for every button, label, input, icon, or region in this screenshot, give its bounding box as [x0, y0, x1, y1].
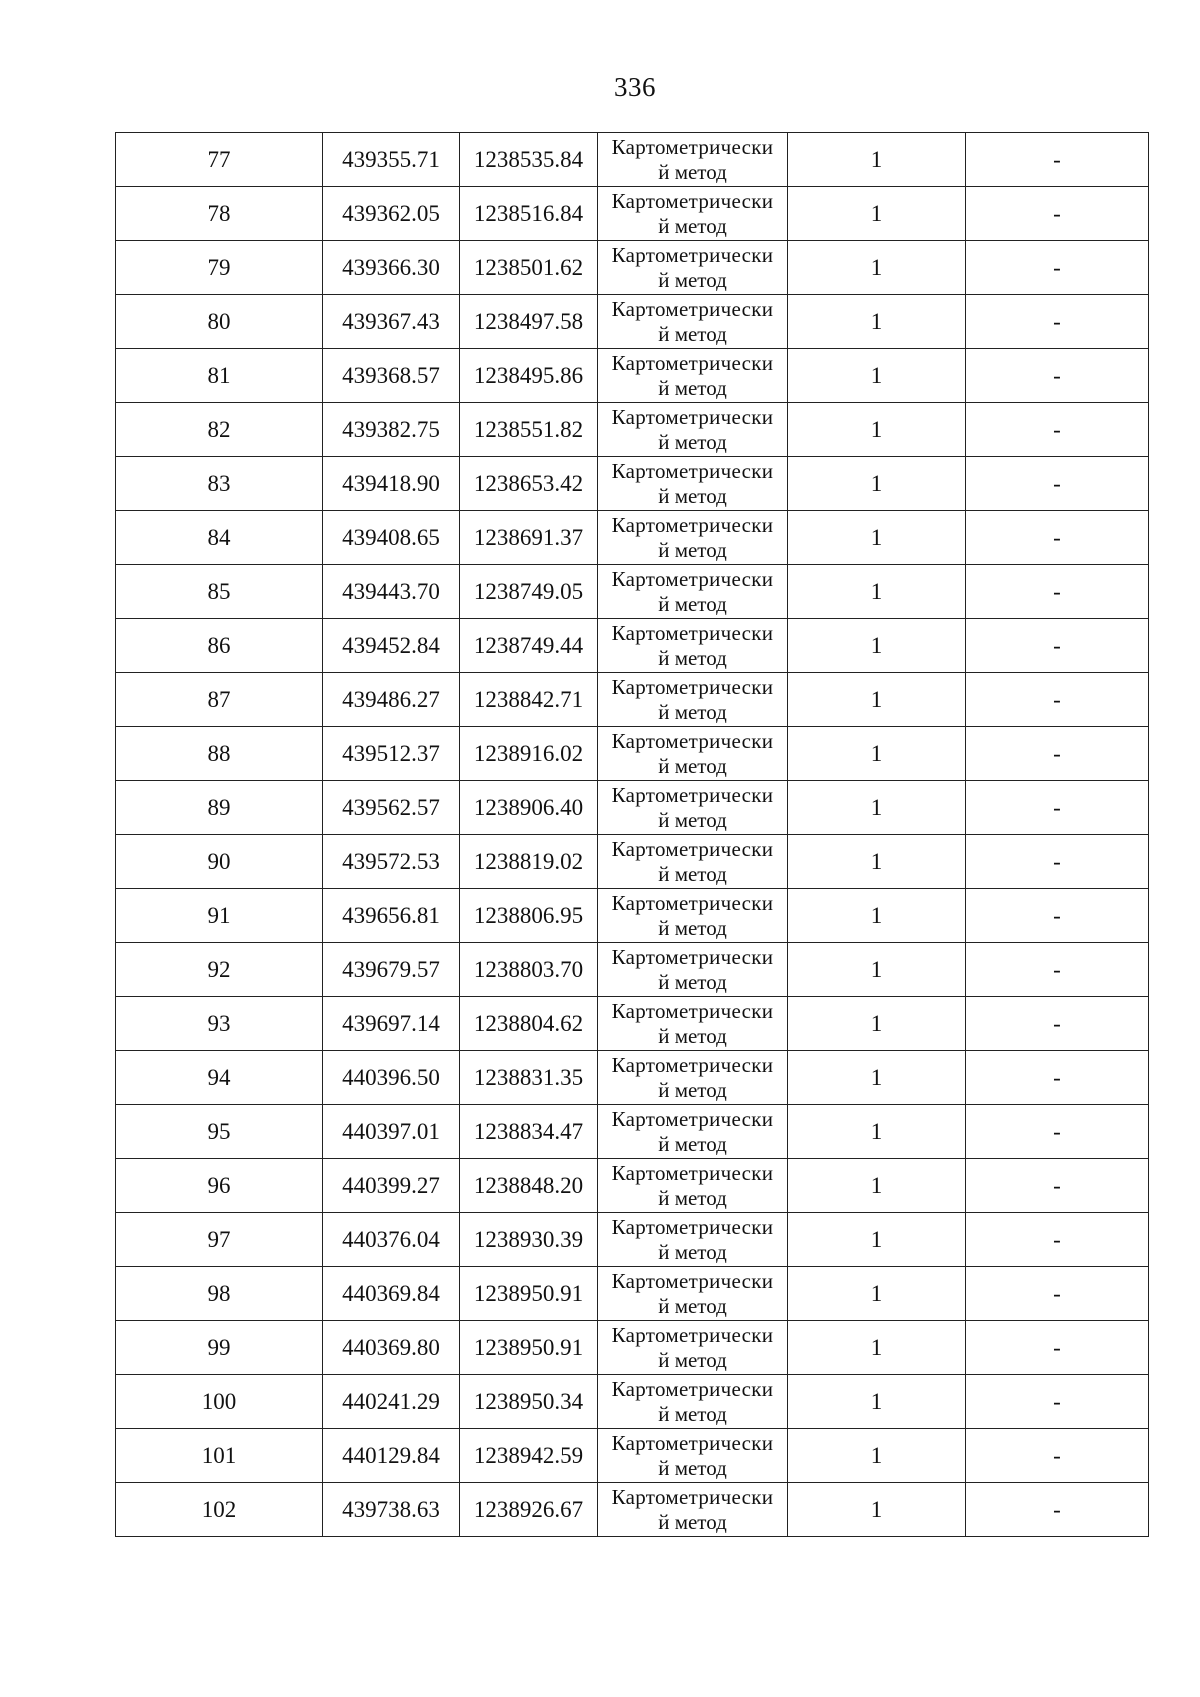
- coordinate-x-cell: 440369.84: [323, 1267, 460, 1321]
- table-row: [116, 1159, 1149, 1213]
- coordinate-y-cell: 1238906.40: [460, 781, 598, 835]
- table-row: [116, 241, 1149, 295]
- note-cell: -: [966, 1105, 1149, 1159]
- point-number-cell: 91: [116, 889, 323, 943]
- accuracy-cell: 1: [788, 619, 966, 673]
- method-text-line2: й метод: [658, 1078, 727, 1102]
- method-text-line2: й метод: [658, 1294, 727, 1318]
- note-cell: -: [966, 673, 1149, 727]
- note-cell: -: [966, 619, 1149, 673]
- note-cell: -: [966, 943, 1149, 997]
- point-number-cell: 93: [116, 997, 323, 1051]
- method-cell: [598, 1159, 788, 1213]
- method-cell: [598, 943, 788, 997]
- method-cell: [598, 241, 788, 295]
- table-row: [116, 727, 1149, 781]
- point-number-cell: 79: [116, 241, 323, 295]
- accuracy-cell: 1: [788, 133, 966, 187]
- note-cell: -: [966, 835, 1149, 889]
- coordinate-x-cell: 439486.27: [323, 673, 460, 727]
- coordinate-x-cell: 439452.84: [323, 619, 460, 673]
- point-number-cell: 88: [116, 727, 323, 781]
- coordinate-y-cell: 1238916.02: [460, 727, 598, 781]
- note-cell: -: [966, 1267, 1149, 1321]
- coordinate-x-cell: 440376.04: [323, 1213, 460, 1267]
- accuracy-cell: 1: [788, 1051, 966, 1105]
- coordinate-y-cell: 1238842.71: [460, 673, 598, 727]
- coordinate-x-cell: 440369.80: [323, 1321, 460, 1375]
- method-cell: [598, 1213, 788, 1267]
- coordinate-y-cell: 1238848.20: [460, 1159, 598, 1213]
- accuracy-cell: 1: [788, 403, 966, 457]
- table-row: [116, 943, 1149, 997]
- point-number-cell: 98: [116, 1267, 323, 1321]
- point-number-cell: 99: [116, 1321, 323, 1375]
- method-text-line1: Картометрически: [611, 135, 774, 159]
- note-cell: -: [966, 133, 1149, 187]
- method-text-line2: й метод: [658, 970, 727, 994]
- point-number-cell: 87: [116, 673, 323, 727]
- method-text-line1: Картометрически: [611, 513, 774, 537]
- coordinate-x-cell: 439562.57: [323, 781, 460, 835]
- coordinate-x-cell: 439512.37: [323, 727, 460, 781]
- coordinate-y-cell: 1238516.84: [460, 187, 598, 241]
- method-cell: [598, 1375, 788, 1429]
- accuracy-cell: 1: [788, 1429, 966, 1483]
- method-text-line1: Картометрически: [611, 1431, 774, 1455]
- coordinate-y-cell: 1238749.05: [460, 565, 598, 619]
- coordinate-x-cell: 439382.75: [323, 403, 460, 457]
- table-row: [116, 997, 1149, 1051]
- point-number-cell: 92: [116, 943, 323, 997]
- method-text-line2: й метод: [658, 160, 727, 184]
- method-text-line1: Картометрически: [611, 567, 774, 591]
- coordinate-x-cell: 439697.14: [323, 997, 460, 1051]
- method-text-line2: й метод: [658, 214, 727, 238]
- method-cell: [598, 403, 788, 457]
- method-text-line2: й метод: [658, 538, 727, 562]
- method-text-line2: й метод: [658, 1510, 727, 1534]
- method-text-line1: Картометрически: [611, 1107, 774, 1131]
- table-row: [116, 403, 1149, 457]
- method-text-line1: Картометрически: [611, 297, 774, 321]
- method-text-line2: й метод: [658, 1132, 727, 1156]
- method-cell: [598, 187, 788, 241]
- accuracy-cell: 1: [788, 1213, 966, 1267]
- coordinate-y-cell: 1238819.02: [460, 835, 598, 889]
- accuracy-cell: 1: [788, 997, 966, 1051]
- coordinate-y-cell: 1238749.44: [460, 619, 598, 673]
- note-cell: -: [966, 1429, 1149, 1483]
- accuracy-cell: 1: [788, 1483, 966, 1537]
- point-number-cell: 90: [116, 835, 323, 889]
- coordinates-table: [115, 132, 1149, 1537]
- table-row: [116, 133, 1149, 187]
- accuracy-cell: 1: [788, 511, 966, 565]
- coordinate-x-cell: 439355.71: [323, 133, 460, 187]
- point-number-cell: 100: [116, 1375, 323, 1429]
- point-number-cell: 77: [116, 133, 323, 187]
- point-number-cell: 95: [116, 1105, 323, 1159]
- method-cell: [598, 1051, 788, 1105]
- coordinate-y-cell: 1238804.62: [460, 997, 598, 1051]
- table-row: [116, 1105, 1149, 1159]
- point-number-cell: 101: [116, 1429, 323, 1483]
- accuracy-cell: 1: [788, 943, 966, 997]
- coordinate-x-cell: 440396.50: [323, 1051, 460, 1105]
- table-row: [116, 1429, 1149, 1483]
- coordinate-y-cell: 1238653.42: [460, 457, 598, 511]
- accuracy-cell: 1: [788, 1267, 966, 1321]
- point-number-cell: 82: [116, 403, 323, 457]
- method-text-line2: й метод: [658, 1456, 727, 1480]
- method-cell: [598, 997, 788, 1051]
- point-number-cell: 85: [116, 565, 323, 619]
- note-cell: -: [966, 295, 1149, 349]
- coordinate-x-cell: 440399.27: [323, 1159, 460, 1213]
- method-text-line1: Картометрически: [611, 1323, 774, 1347]
- table-row: [116, 835, 1149, 889]
- note-cell: -: [966, 1159, 1149, 1213]
- coordinate-x-cell: 439738.63: [323, 1483, 460, 1537]
- coordinate-x-cell: 439679.57: [323, 943, 460, 997]
- method-cell: [598, 1429, 788, 1483]
- note-cell: -: [966, 457, 1149, 511]
- method-cell: [598, 511, 788, 565]
- method-text-line1: Картометрически: [611, 783, 774, 807]
- coordinate-x-cell: 440397.01: [323, 1105, 460, 1159]
- method-cell: [598, 457, 788, 511]
- method-cell: [598, 889, 788, 943]
- coordinate-x-cell: 439572.53: [323, 835, 460, 889]
- point-number-cell: 97: [116, 1213, 323, 1267]
- accuracy-cell: 1: [788, 1105, 966, 1159]
- method-text-line1: Картометрически: [611, 837, 774, 861]
- method-text-line1: Картометрически: [611, 891, 774, 915]
- method-text-line2: й метод: [658, 268, 727, 292]
- coordinate-x-cell: 440129.84: [323, 1429, 460, 1483]
- coordinate-y-cell: 1238950.91: [460, 1321, 598, 1375]
- note-cell: -: [966, 1051, 1149, 1105]
- accuracy-cell: 1: [788, 349, 966, 403]
- method-text-line1: Картометрически: [611, 189, 774, 213]
- point-number-cell: 86: [116, 619, 323, 673]
- point-number-cell: 102: [116, 1483, 323, 1537]
- method-text-line1: Картометрически: [611, 405, 774, 429]
- method-cell: [598, 133, 788, 187]
- method-text-line1: Картометрически: [611, 675, 774, 699]
- coordinate-y-cell: 1238535.84: [460, 133, 598, 187]
- method-text-line1: Картометрически: [611, 1215, 774, 1239]
- method-cell: [598, 1321, 788, 1375]
- coordinate-y-cell: 1238501.62: [460, 241, 598, 295]
- accuracy-cell: 1: [788, 457, 966, 511]
- method-text-line2: й метод: [658, 916, 727, 940]
- method-text-line1: Картометрически: [611, 945, 774, 969]
- coordinate-x-cell: 440241.29: [323, 1375, 460, 1429]
- method-cell: [598, 781, 788, 835]
- method-text-line1: Картометрически: [611, 1269, 774, 1293]
- method-cell: [598, 619, 788, 673]
- accuracy-cell: 1: [788, 727, 966, 781]
- method-text-line2: й метод: [658, 376, 727, 400]
- table-row: [116, 1321, 1149, 1375]
- accuracy-cell: 1: [788, 835, 966, 889]
- note-cell: -: [966, 241, 1149, 295]
- method-cell: [598, 295, 788, 349]
- note-cell: -: [966, 727, 1149, 781]
- point-number-cell: 84: [116, 511, 323, 565]
- method-cell: [598, 835, 788, 889]
- table-row: [116, 295, 1149, 349]
- coordinate-y-cell: 1238551.82: [460, 403, 598, 457]
- method-cell: [598, 349, 788, 403]
- table-row: [116, 781, 1149, 835]
- coordinate-x-cell: 439368.57: [323, 349, 460, 403]
- table-row: [116, 511, 1149, 565]
- note-cell: -: [966, 781, 1149, 835]
- method-cell: [598, 727, 788, 781]
- method-text-line2: й метод: [658, 1240, 727, 1264]
- coordinate-y-cell: 1238834.47: [460, 1105, 598, 1159]
- method-text-line2: й метод: [658, 700, 727, 724]
- method-text-line2: й метод: [658, 1348, 727, 1372]
- accuracy-cell: 1: [788, 889, 966, 943]
- point-number-cell: 96: [116, 1159, 323, 1213]
- table-row: [116, 1213, 1149, 1267]
- method-text-line1: Картометрически: [611, 621, 774, 645]
- method-text-line2: й метод: [658, 808, 727, 832]
- method-text-line2: й метод: [658, 430, 727, 454]
- accuracy-cell: 1: [788, 1159, 966, 1213]
- method-text-line1: Картометрически: [611, 729, 774, 753]
- note-cell: -: [966, 187, 1149, 241]
- table-row: [116, 457, 1149, 511]
- table-row: [116, 349, 1149, 403]
- accuracy-cell: 1: [788, 241, 966, 295]
- method-text-line2: й метод: [658, 1024, 727, 1048]
- method-cell: [598, 565, 788, 619]
- coordinate-x-cell: 439418.90: [323, 457, 460, 511]
- point-number-cell: 94: [116, 1051, 323, 1105]
- accuracy-cell: 1: [788, 187, 966, 241]
- method-text-line1: Картометрически: [611, 1377, 774, 1401]
- coordinate-y-cell: 1238803.70: [460, 943, 598, 997]
- table-row: [116, 1375, 1149, 1429]
- point-number-cell: 80: [116, 295, 323, 349]
- point-number-cell: 83: [116, 457, 323, 511]
- point-number-cell: 81: [116, 349, 323, 403]
- coordinates-table-body: [116, 133, 1149, 1537]
- table-row: [116, 1483, 1149, 1537]
- accuracy-cell: 1: [788, 673, 966, 727]
- table-row: [116, 673, 1149, 727]
- coordinate-y-cell: 1238950.34: [460, 1375, 598, 1429]
- table-row: [116, 565, 1149, 619]
- method-text-line1: Картометрически: [611, 243, 774, 267]
- table-row: [116, 889, 1149, 943]
- method-text-line2: й метод: [658, 754, 727, 778]
- method-text-line1: Картометрически: [611, 351, 774, 375]
- note-cell: -: [966, 997, 1149, 1051]
- method-text-line1: Картометрически: [611, 1053, 774, 1077]
- coordinate-x-cell: 439443.70: [323, 565, 460, 619]
- method-text-line2: й метод: [658, 592, 727, 616]
- method-text-line1: Картометрически: [611, 1161, 774, 1185]
- method-text-line1: Картометрически: [611, 1485, 774, 1509]
- coordinate-y-cell: 1238926.67: [460, 1483, 598, 1537]
- method-cell: [598, 1483, 788, 1537]
- note-cell: -: [966, 349, 1149, 403]
- note-cell: -: [966, 1321, 1149, 1375]
- table-row: [116, 187, 1149, 241]
- point-number-cell: 78: [116, 187, 323, 241]
- note-cell: -: [966, 403, 1149, 457]
- method-cell: [598, 673, 788, 727]
- note-cell: -: [966, 511, 1149, 565]
- method-text-line1: Картометрически: [611, 999, 774, 1023]
- method-text-line2: й метод: [658, 484, 727, 508]
- method-text-line1: Картометрически: [611, 459, 774, 483]
- accuracy-cell: 1: [788, 295, 966, 349]
- accuracy-cell: 1: [788, 1375, 966, 1429]
- coordinate-y-cell: 1238930.39: [460, 1213, 598, 1267]
- method-text-line2: й метод: [658, 322, 727, 346]
- table-row: [116, 1051, 1149, 1105]
- method-text-line2: й метод: [658, 646, 727, 670]
- coordinate-x-cell: 439367.43: [323, 295, 460, 349]
- coordinate-x-cell: 439362.05: [323, 187, 460, 241]
- method-cell: [598, 1105, 788, 1159]
- accuracy-cell: 1: [788, 781, 966, 835]
- coordinate-y-cell: 1238497.58: [460, 295, 598, 349]
- method-text-line2: й метод: [658, 1186, 727, 1210]
- page-number: 336: [614, 72, 656, 102]
- note-cell: -: [966, 1213, 1149, 1267]
- note-cell: -: [966, 1375, 1149, 1429]
- coordinate-x-cell: 439408.65: [323, 511, 460, 565]
- coordinate-y-cell: 1238495.86: [460, 349, 598, 403]
- accuracy-cell: 1: [788, 1321, 966, 1375]
- note-cell: -: [966, 565, 1149, 619]
- table-row: [116, 619, 1149, 673]
- coordinate-y-cell: 1238942.59: [460, 1429, 598, 1483]
- accuracy-cell: 1: [788, 565, 966, 619]
- note-cell: -: [966, 1483, 1149, 1537]
- coordinate-x-cell: 439366.30: [323, 241, 460, 295]
- coordinate-y-cell: 1238950.91: [460, 1267, 598, 1321]
- point-number-cell: 89: [116, 781, 323, 835]
- method-text-line2: й метод: [658, 1402, 727, 1426]
- table-row: [116, 1267, 1149, 1321]
- method-cell: [598, 1267, 788, 1321]
- coordinate-y-cell: 1238691.37: [460, 511, 598, 565]
- note-cell: -: [966, 889, 1149, 943]
- method-text-line2: й метод: [658, 862, 727, 886]
- coordinate-y-cell: 1238831.35: [460, 1051, 598, 1105]
- coordinate-x-cell: 439656.81: [323, 889, 460, 943]
- coordinate-y-cell: 1238806.95: [460, 889, 598, 943]
